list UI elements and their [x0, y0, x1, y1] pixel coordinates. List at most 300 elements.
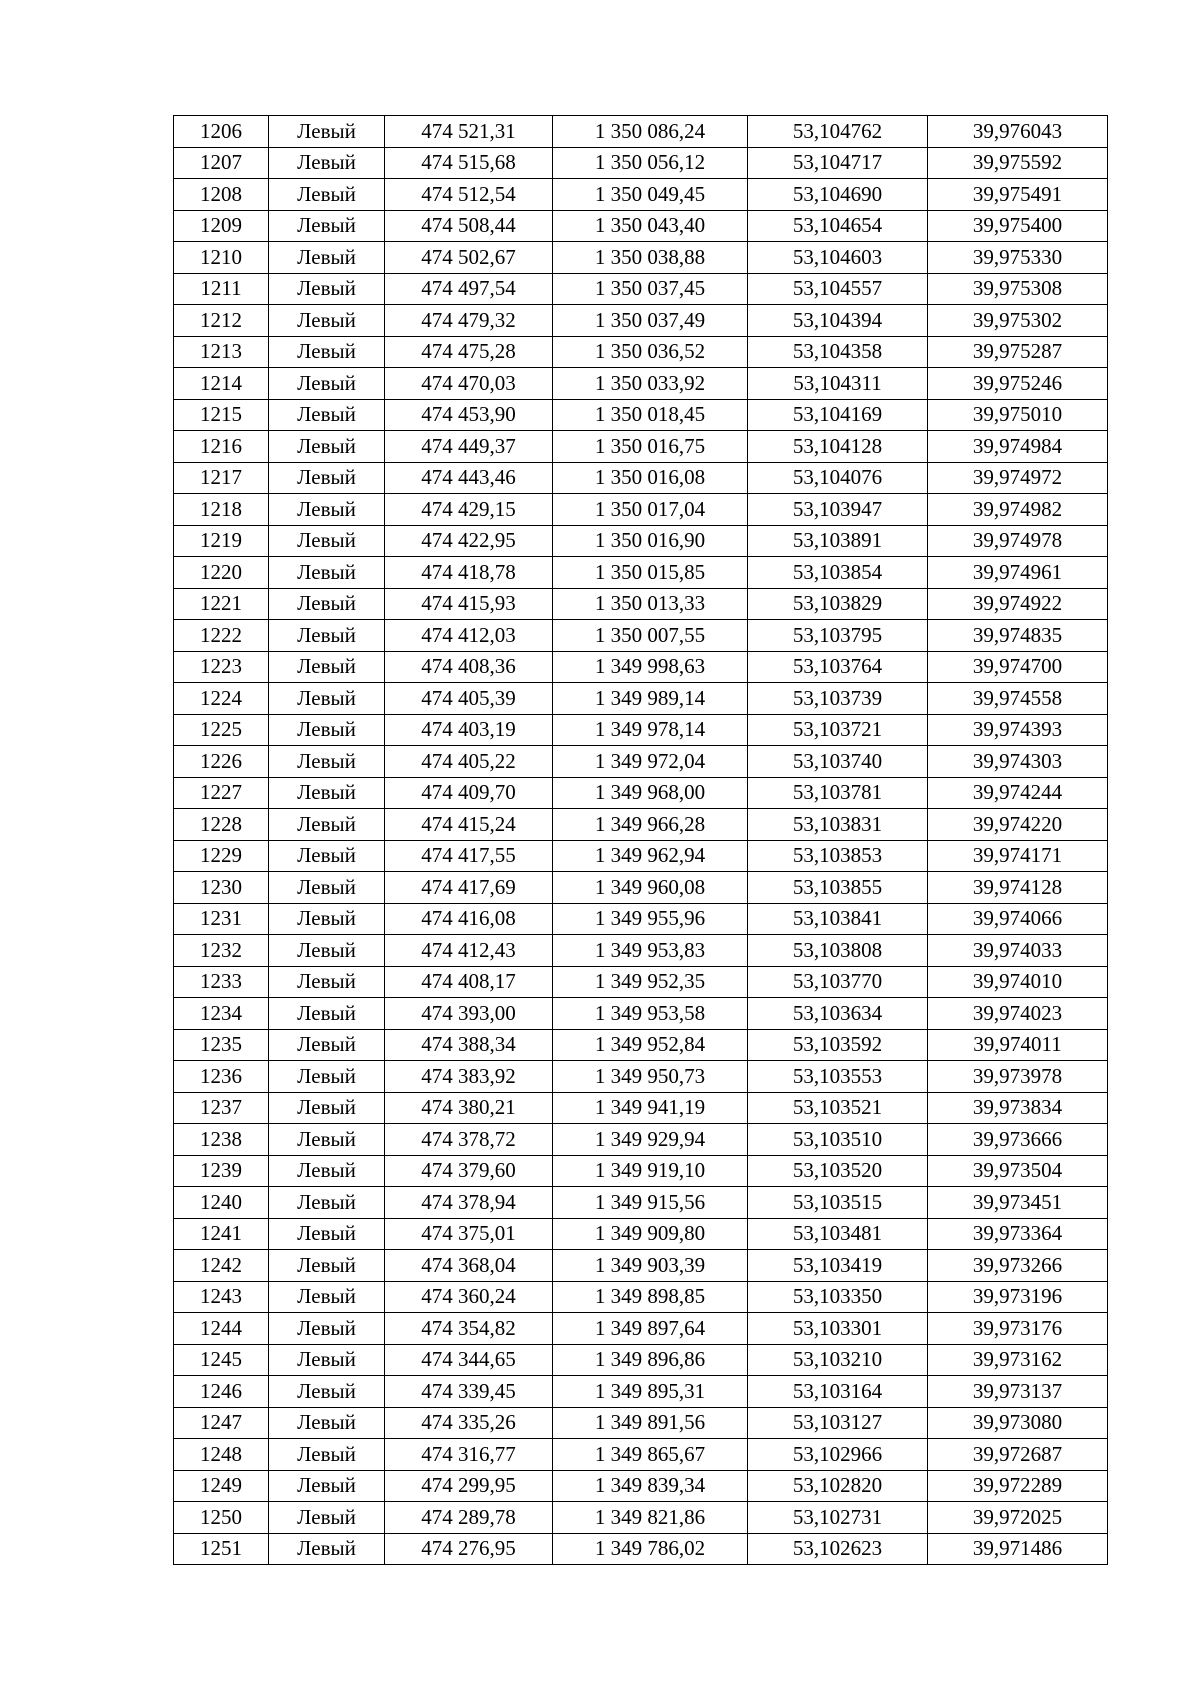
- side-cell: Левый: [269, 494, 385, 526]
- point-number-cell: 1224: [174, 683, 269, 715]
- x-coordinate-cell: 474 378,94: [385, 1187, 553, 1219]
- side-cell: Левый: [269, 620, 385, 652]
- side-cell: Левый: [269, 840, 385, 872]
- side-cell: Левый: [269, 651, 385, 683]
- side-cell: Левый: [269, 966, 385, 998]
- x-coordinate-cell: 474 405,22: [385, 746, 553, 778]
- x-coordinate-cell: 474 344,65: [385, 1344, 553, 1376]
- side-cell: Левый: [269, 1250, 385, 1282]
- point-number-cell: 1228: [174, 809, 269, 841]
- latitude-cell: 53,104762: [748, 116, 928, 148]
- table-row: [174, 242, 1108, 274]
- y-coordinate-cell: 1 349 952,84: [553, 1029, 748, 1061]
- side-cell: Левый: [269, 431, 385, 463]
- longitude-cell: 39,972687: [928, 1439, 1108, 1471]
- longitude-cell: 39,974922: [928, 588, 1108, 620]
- side-cell: Левый: [269, 588, 385, 620]
- y-coordinate-cell: 1 350 037,49: [553, 305, 748, 337]
- longitude-cell: 39,974978: [928, 525, 1108, 557]
- point-number-cell: 1232: [174, 935, 269, 967]
- x-coordinate-cell: 474 335,26: [385, 1407, 553, 1439]
- point-number-cell: 1248: [174, 1439, 269, 1471]
- latitude-cell: 53,104690: [748, 179, 928, 211]
- point-number-cell: 1243: [174, 1281, 269, 1313]
- side-cell: Левый: [269, 777, 385, 809]
- x-coordinate-cell: 474 378,72: [385, 1124, 553, 1156]
- y-coordinate-cell: 1 349 952,35: [553, 966, 748, 998]
- x-coordinate-cell: 474 368,04: [385, 1250, 553, 1282]
- y-coordinate-cell: 1 350 038,88: [553, 242, 748, 274]
- x-coordinate-cell: 474 416,08: [385, 903, 553, 935]
- longitude-cell: 39,972289: [928, 1470, 1108, 1502]
- longitude-cell: 39,975246: [928, 368, 1108, 400]
- point-number-cell: 1209: [174, 210, 269, 242]
- longitude-cell: 39,973364: [928, 1218, 1108, 1250]
- table-row: [174, 903, 1108, 935]
- latitude-cell: 53,102820: [748, 1470, 928, 1502]
- y-coordinate-cell: 1 349 950,73: [553, 1061, 748, 1093]
- x-coordinate-cell: 474 409,70: [385, 777, 553, 809]
- side-cell: Левый: [269, 116, 385, 148]
- x-coordinate-cell: 474 339,45: [385, 1376, 553, 1408]
- y-coordinate-cell: 1 350 013,33: [553, 588, 748, 620]
- longitude-cell: 39,971486: [928, 1533, 1108, 1565]
- latitude-cell: 53,102966: [748, 1439, 928, 1471]
- longitude-cell: 39,974171: [928, 840, 1108, 872]
- y-coordinate-cell: 1 350 037,45: [553, 273, 748, 305]
- side-cell: Левый: [269, 242, 385, 274]
- y-coordinate-cell: 1 350 043,40: [553, 210, 748, 242]
- y-coordinate-cell: 1 349 978,14: [553, 714, 748, 746]
- x-coordinate-cell: 474 412,03: [385, 620, 553, 652]
- y-coordinate-cell: 1 349 821,86: [553, 1502, 748, 1534]
- latitude-cell: 53,103592: [748, 1029, 928, 1061]
- latitude-cell: 53,103947: [748, 494, 928, 526]
- side-cell: Левый: [269, 147, 385, 179]
- latitude-cell: 53,103510: [748, 1124, 928, 1156]
- table-row: [174, 935, 1108, 967]
- side-cell: Левый: [269, 1092, 385, 1124]
- longitude-cell: 39,974835: [928, 620, 1108, 652]
- y-coordinate-cell: 1 349 989,14: [553, 683, 748, 715]
- longitude-cell: 39,974244: [928, 777, 1108, 809]
- longitude-cell: 39,974972: [928, 462, 1108, 494]
- x-coordinate-cell: 474 470,03: [385, 368, 553, 400]
- longitude-cell: 39,973504: [928, 1155, 1108, 1187]
- longitude-cell: 39,972025: [928, 1502, 1108, 1534]
- y-coordinate-cell: 1 350 056,12: [553, 147, 748, 179]
- side-cell: Левый: [269, 872, 385, 904]
- point-number-cell: 1246: [174, 1376, 269, 1408]
- table-row: [174, 746, 1108, 778]
- side-cell: Левый: [269, 1407, 385, 1439]
- longitude-cell: 39,973137: [928, 1376, 1108, 1408]
- table-row: [174, 588, 1108, 620]
- y-coordinate-cell: 1 349 941,19: [553, 1092, 748, 1124]
- x-coordinate-cell: 474 453,90: [385, 399, 553, 431]
- longitude-cell: 39,975330: [928, 242, 1108, 274]
- table-row: [174, 1533, 1108, 1565]
- side-cell: Левый: [269, 557, 385, 589]
- point-number-cell: 1215: [174, 399, 269, 431]
- x-coordinate-cell: 474 417,69: [385, 872, 553, 904]
- longitude-cell: 39,974220: [928, 809, 1108, 841]
- table-row: [174, 210, 1108, 242]
- side-cell: Левый: [269, 399, 385, 431]
- latitude-cell: 53,103891: [748, 525, 928, 557]
- y-coordinate-cell: 1 349 891,56: [553, 1407, 748, 1439]
- side-cell: Левый: [269, 935, 385, 967]
- x-coordinate-cell: 474 415,93: [385, 588, 553, 620]
- point-number-cell: 1235: [174, 1029, 269, 1061]
- point-number-cell: 1216: [174, 431, 269, 463]
- latitude-cell: 53,103520: [748, 1155, 928, 1187]
- longitude-cell: 39,974700: [928, 651, 1108, 683]
- longitude-cell: 39,973451: [928, 1187, 1108, 1219]
- latitude-cell: 53,103781: [748, 777, 928, 809]
- x-coordinate-cell: 474 360,24: [385, 1281, 553, 1313]
- y-coordinate-cell: 1 350 016,75: [553, 431, 748, 463]
- longitude-cell: 39,975491: [928, 179, 1108, 211]
- side-cell: Левый: [269, 1187, 385, 1219]
- longitude-cell: 39,976043: [928, 116, 1108, 148]
- side-cell: Левый: [269, 746, 385, 778]
- latitude-cell: 53,103808: [748, 935, 928, 967]
- point-number-cell: 1207: [174, 147, 269, 179]
- table-row: [174, 525, 1108, 557]
- point-number-cell: 1247: [174, 1407, 269, 1439]
- side-cell: Левый: [269, 809, 385, 841]
- longitude-cell: 39,974982: [928, 494, 1108, 526]
- latitude-cell: 53,104358: [748, 336, 928, 368]
- side-cell: Левый: [269, 179, 385, 211]
- point-number-cell: 1231: [174, 903, 269, 935]
- side-cell: Левый: [269, 1533, 385, 1565]
- side-cell: Левый: [269, 273, 385, 305]
- point-number-cell: 1242: [174, 1250, 269, 1282]
- longitude-cell: 39,974010: [928, 966, 1108, 998]
- side-cell: Левый: [269, 683, 385, 715]
- y-coordinate-cell: 1 349 898,85: [553, 1281, 748, 1313]
- side-cell: Левый: [269, 1470, 385, 1502]
- table-row: [174, 1155, 1108, 1187]
- y-coordinate-cell: 1 350 018,45: [553, 399, 748, 431]
- longitude-cell: 39,973080: [928, 1407, 1108, 1439]
- x-coordinate-cell: 474 393,00: [385, 998, 553, 1030]
- x-coordinate-cell: 474 380,21: [385, 1092, 553, 1124]
- longitude-cell: 39,973834: [928, 1092, 1108, 1124]
- x-coordinate-cell: 474 412,43: [385, 935, 553, 967]
- table-row: [174, 557, 1108, 589]
- longitude-cell: 39,974033: [928, 935, 1108, 967]
- x-coordinate-cell: 474 408,36: [385, 651, 553, 683]
- table-row: [174, 1470, 1108, 1502]
- y-coordinate-cell: 1 350 016,90: [553, 525, 748, 557]
- x-coordinate-cell: 474 388,34: [385, 1029, 553, 1061]
- point-number-cell: 1239: [174, 1155, 269, 1187]
- table-row: [174, 683, 1108, 715]
- point-number-cell: 1212: [174, 305, 269, 337]
- latitude-cell: 53,103419: [748, 1250, 928, 1282]
- side-cell: Левый: [269, 1313, 385, 1345]
- longitude-cell: 39,974023: [928, 998, 1108, 1030]
- latitude-cell: 53,103853: [748, 840, 928, 872]
- table-row: [174, 1502, 1108, 1534]
- point-number-cell: 1250: [174, 1502, 269, 1534]
- table-row: [174, 714, 1108, 746]
- y-coordinate-cell: 1 349 972,04: [553, 746, 748, 778]
- longitude-cell: 39,974393: [928, 714, 1108, 746]
- longitude-cell: 39,973176: [928, 1313, 1108, 1345]
- side-cell: Левый: [269, 1029, 385, 1061]
- y-coordinate-cell: 1 350 017,04: [553, 494, 748, 526]
- latitude-cell: 53,104169: [748, 399, 928, 431]
- point-number-cell: 1222: [174, 620, 269, 652]
- latitude-cell: 53,104557: [748, 273, 928, 305]
- y-coordinate-cell: 1 349 960,08: [553, 872, 748, 904]
- x-coordinate-cell: 474 449,37: [385, 431, 553, 463]
- point-number-cell: 1221: [174, 588, 269, 620]
- x-coordinate-cell: 474 316,77: [385, 1439, 553, 1471]
- latitude-cell: 53,103841: [748, 903, 928, 935]
- x-coordinate-cell: 474 502,67: [385, 242, 553, 274]
- side-cell: Левый: [269, 336, 385, 368]
- y-coordinate-cell: 1 349 919,10: [553, 1155, 748, 1187]
- latitude-cell: 53,103634: [748, 998, 928, 1030]
- longitude-cell: 39,974984: [928, 431, 1108, 463]
- side-cell: Левый: [269, 1376, 385, 1408]
- longitude-cell: 39,974961: [928, 557, 1108, 589]
- y-coordinate-cell: 1 349 998,63: [553, 651, 748, 683]
- side-cell: Левый: [269, 1155, 385, 1187]
- y-coordinate-cell: 1 349 929,94: [553, 1124, 748, 1156]
- table-row: [174, 966, 1108, 998]
- side-cell: Левый: [269, 462, 385, 494]
- table-row: [174, 1376, 1108, 1408]
- side-cell: Левый: [269, 210, 385, 242]
- side-cell: Левый: [269, 1281, 385, 1313]
- latitude-cell: 53,103721: [748, 714, 928, 746]
- point-number-cell: 1249: [174, 1470, 269, 1502]
- latitude-cell: 53,102623: [748, 1533, 928, 1565]
- x-coordinate-cell: 474 443,46: [385, 462, 553, 494]
- latitude-cell: 53,103855: [748, 872, 928, 904]
- longitude-cell: 39,975308: [928, 273, 1108, 305]
- x-coordinate-cell: 474 415,24: [385, 809, 553, 841]
- latitude-cell: 53,103829: [748, 588, 928, 620]
- point-number-cell: 1214: [174, 368, 269, 400]
- longitude-cell: 39,973266: [928, 1250, 1108, 1282]
- latitude-cell: 53,103740: [748, 746, 928, 778]
- table-row: [174, 462, 1108, 494]
- table-row: [174, 305, 1108, 337]
- table-row: [174, 1124, 1108, 1156]
- table-row: [174, 1250, 1108, 1282]
- y-coordinate-cell: 1 349 915,56: [553, 1187, 748, 1219]
- table-row: [174, 399, 1108, 431]
- table-row: [174, 1344, 1108, 1376]
- point-number-cell: 1251: [174, 1533, 269, 1565]
- y-coordinate-cell: 1 349 903,39: [553, 1250, 748, 1282]
- y-coordinate-cell: 1 350 007,55: [553, 620, 748, 652]
- latitude-cell: 53,104076: [748, 462, 928, 494]
- x-coordinate-cell: 474 403,19: [385, 714, 553, 746]
- point-number-cell: 1236: [174, 1061, 269, 1093]
- longitude-cell: 39,974066: [928, 903, 1108, 935]
- point-number-cell: 1206: [174, 116, 269, 148]
- y-coordinate-cell: 1 350 036,52: [553, 336, 748, 368]
- side-cell: Левый: [269, 714, 385, 746]
- latitude-cell: 53,103854: [748, 557, 928, 589]
- longitude-cell: 39,974303: [928, 746, 1108, 778]
- latitude-cell: 53,103127: [748, 1407, 928, 1439]
- point-number-cell: 1225: [174, 714, 269, 746]
- table-row: [174, 840, 1108, 872]
- table-row: [174, 1029, 1108, 1061]
- longitude-cell: 39,973666: [928, 1124, 1108, 1156]
- table-row: [174, 368, 1108, 400]
- x-coordinate-cell: 474 408,17: [385, 966, 553, 998]
- table-row: [174, 431, 1108, 463]
- latitude-cell: 53,103521: [748, 1092, 928, 1124]
- x-coordinate-cell: 474 354,82: [385, 1313, 553, 1345]
- point-number-cell: 1219: [174, 525, 269, 557]
- point-number-cell: 1240: [174, 1187, 269, 1219]
- x-coordinate-cell: 474 276,95: [385, 1533, 553, 1565]
- latitude-cell: 53,104311: [748, 368, 928, 400]
- x-coordinate-cell: 474 383,92: [385, 1061, 553, 1093]
- y-coordinate-cell: 1 350 015,85: [553, 557, 748, 589]
- x-coordinate-cell: 474 375,01: [385, 1218, 553, 1250]
- x-coordinate-cell: 474 379,60: [385, 1155, 553, 1187]
- y-coordinate-cell: 1 350 086,24: [553, 116, 748, 148]
- side-cell: Левый: [269, 1061, 385, 1093]
- x-coordinate-cell: 474 521,31: [385, 116, 553, 148]
- x-coordinate-cell: 474 417,55: [385, 840, 553, 872]
- table-row: [174, 179, 1108, 211]
- y-coordinate-cell: 1 349 865,67: [553, 1439, 748, 1471]
- point-number-cell: 1238: [174, 1124, 269, 1156]
- y-coordinate-cell: 1 350 033,92: [553, 368, 748, 400]
- longitude-cell: 39,973196: [928, 1281, 1108, 1313]
- side-cell: Левый: [269, 305, 385, 337]
- latitude-cell: 53,103553: [748, 1061, 928, 1093]
- point-number-cell: 1211: [174, 273, 269, 305]
- y-coordinate-cell: 1 349 895,31: [553, 1376, 748, 1408]
- side-cell: Левый: [269, 1439, 385, 1471]
- point-number-cell: 1213: [174, 336, 269, 368]
- y-coordinate-cell: 1 349 953,58: [553, 998, 748, 1030]
- longitude-cell: 39,974558: [928, 683, 1108, 715]
- table-row: [174, 494, 1108, 526]
- x-coordinate-cell: 474 405,39: [385, 683, 553, 715]
- table-row: [174, 1187, 1108, 1219]
- latitude-cell: 53,103739: [748, 683, 928, 715]
- x-coordinate-cell: 474 512,54: [385, 179, 553, 211]
- point-number-cell: 1218: [174, 494, 269, 526]
- x-coordinate-cell: 474 479,32: [385, 305, 553, 337]
- y-coordinate-cell: 1 349 839,34: [553, 1470, 748, 1502]
- side-cell: Левый: [269, 1218, 385, 1250]
- y-coordinate-cell: 1 349 896,86: [553, 1344, 748, 1376]
- latitude-cell: 53,104717: [748, 147, 928, 179]
- table-row: [174, 1313, 1108, 1345]
- point-number-cell: 1241: [174, 1218, 269, 1250]
- table-row: [174, 998, 1108, 1030]
- y-coordinate-cell: 1 349 955,96: [553, 903, 748, 935]
- y-coordinate-cell: 1 350 016,08: [553, 462, 748, 494]
- point-number-cell: 1233: [174, 966, 269, 998]
- table-row: [174, 1061, 1108, 1093]
- latitude-cell: 53,103795: [748, 620, 928, 652]
- y-coordinate-cell: 1 350 049,45: [553, 179, 748, 211]
- side-cell: Левый: [269, 1124, 385, 1156]
- side-cell: Левый: [269, 1344, 385, 1376]
- y-coordinate-cell: 1 349 968,00: [553, 777, 748, 809]
- y-coordinate-cell: 1 349 897,64: [553, 1313, 748, 1345]
- table-row: [174, 273, 1108, 305]
- y-coordinate-cell: 1 349 786,02: [553, 1533, 748, 1565]
- latitude-cell: 53,103831: [748, 809, 928, 841]
- x-coordinate-cell: 474 497,54: [385, 273, 553, 305]
- side-cell: Левый: [269, 998, 385, 1030]
- latitude-cell: 53,103210: [748, 1344, 928, 1376]
- table-row: [174, 336, 1108, 368]
- point-number-cell: 1220: [174, 557, 269, 589]
- table-row: [174, 1407, 1108, 1439]
- point-number-cell: 1229: [174, 840, 269, 872]
- point-number-cell: 1244: [174, 1313, 269, 1345]
- y-coordinate-cell: 1 349 953,83: [553, 935, 748, 967]
- latitude-cell: 53,103764: [748, 651, 928, 683]
- longitude-cell: 39,975287: [928, 336, 1108, 368]
- x-coordinate-cell: 474 508,44: [385, 210, 553, 242]
- table-row: [174, 651, 1108, 683]
- latitude-cell: 53,104654: [748, 210, 928, 242]
- side-cell: Левый: [269, 525, 385, 557]
- point-number-cell: 1210: [174, 242, 269, 274]
- longitude-cell: 39,973162: [928, 1344, 1108, 1376]
- coordinates-table-body: [174, 116, 1108, 1565]
- latitude-cell: 53,104603: [748, 242, 928, 274]
- coordinates-table: [173, 115, 1108, 1565]
- x-coordinate-cell: 474 418,78: [385, 557, 553, 589]
- side-cell: Левый: [269, 903, 385, 935]
- latitude-cell: 53,103301: [748, 1313, 928, 1345]
- longitude-cell: 39,973978: [928, 1061, 1108, 1093]
- table-row: [174, 777, 1108, 809]
- latitude-cell: 53,103350: [748, 1281, 928, 1313]
- longitude-cell: 39,975400: [928, 210, 1108, 242]
- table-row: [174, 620, 1108, 652]
- x-coordinate-cell: 474 475,28: [385, 336, 553, 368]
- y-coordinate-cell: 1 349 962,94: [553, 840, 748, 872]
- longitude-cell: 39,975010: [928, 399, 1108, 431]
- longitude-cell: 39,974011: [928, 1029, 1108, 1061]
- latitude-cell: 53,103515: [748, 1187, 928, 1219]
- x-coordinate-cell: 474 299,95: [385, 1470, 553, 1502]
- latitude-cell: 53,103770: [748, 966, 928, 998]
- table-row: [174, 1218, 1108, 1250]
- x-coordinate-cell: 474 429,15: [385, 494, 553, 526]
- point-number-cell: 1217: [174, 462, 269, 494]
- latitude-cell: 53,102731: [748, 1502, 928, 1534]
- point-number-cell: 1234: [174, 998, 269, 1030]
- y-coordinate-cell: 1 349 909,80: [553, 1218, 748, 1250]
- longitude-cell: 39,974128: [928, 872, 1108, 904]
- table-row: [174, 1281, 1108, 1313]
- point-number-cell: 1230: [174, 872, 269, 904]
